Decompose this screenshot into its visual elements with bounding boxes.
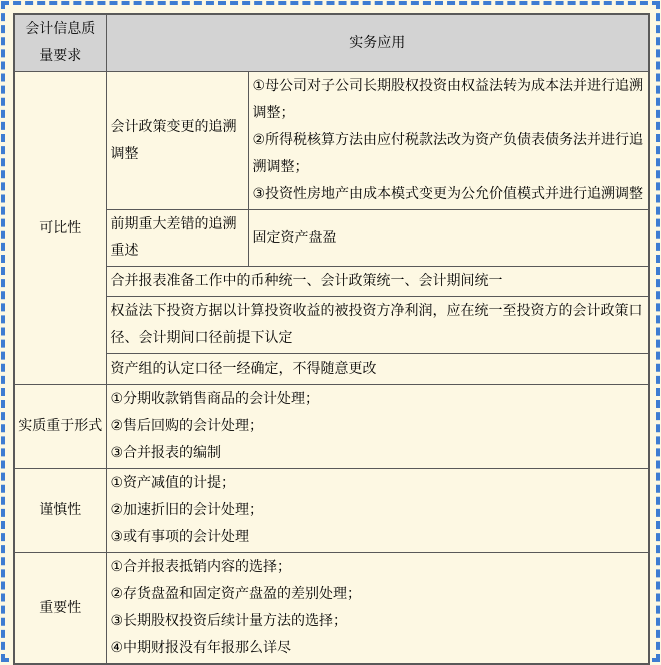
accounting-quality-table: [13, 13, 650, 665]
cell-materiality-items: [106, 553, 649, 665]
list-item: ③投资性房地产由成本模式变更为公允价值模式并进行追溯调整: [252, 186, 644, 202]
header-practical-application: 实务应用: [106, 14, 649, 72]
cell-consolidation-unification: 合并报表准备工作中的币种统一、会计政策统一、会计期间统一: [106, 267, 649, 297]
table-row: [14, 385, 649, 469]
header-quality-requirement: 会计信息质量要求: [14, 14, 106, 72]
cell-substance-over-form-items: [106, 385, 649, 469]
table-row: [14, 354, 649, 385]
table-row: [14, 210, 649, 267]
cell-prudence-items: [106, 469, 649, 553]
list-item: ①分期收款销售商品的会计处理；: [110, 391, 320, 407]
list-item: ④中期财报没有年报那么详尽: [110, 640, 292, 656]
row-label-materiality: 重要性: [14, 553, 106, 665]
table-row: [14, 297, 649, 354]
row-label-comparability: 可比性: [14, 72, 106, 385]
table-row: [14, 553, 649, 665]
table-row: [14, 72, 649, 210]
row-label-substance-over-form: 实质重于形式: [14, 385, 106, 469]
cell-equity-method-caliber: 权益法下投资方据以计算投资收益的被投资方净利润，应在统一至投资方的会计政策口径、会计期间口径前提下认定: [106, 297, 649, 354]
list-item: ③合并报表的编制: [110, 445, 222, 461]
cell-asset-group-caliber: 资产组的认定口径一经确定，不得随意更改: [106, 354, 649, 385]
list-item: ②售后回购的会计处理；: [110, 418, 264, 434]
cell-policy-change-title: 会计政策变更的追溯调整: [106, 72, 248, 210]
list-item: ①母公司对子公司长期股权投资由权益法转为成本法并进行追溯调整；: [252, 78, 644, 121]
list-item: ①资产减值的计提；: [110, 475, 236, 491]
list-item: ②加速折旧的会计处理；: [110, 502, 264, 518]
row-label-prudence: 谨慎性: [14, 469, 106, 553]
cell-prior-error-content: 固定资产盘盈: [248, 210, 649, 267]
list-item: ②存货盘盈和固定资产盘盈的差别处理；: [110, 586, 362, 602]
table-row: [14, 267, 649, 297]
list-item: ③长期股权投资后续计量方法的选择；: [110, 613, 348, 629]
cell-policy-change-items: [248, 72, 649, 210]
list-item: ②所得税核算方法由应付税款法改为资产负债表债务法并进行追溯调整；: [252, 132, 644, 175]
header-row: [14, 14, 649, 72]
list-item: ①合并报表抵销内容的选择；: [110, 559, 292, 575]
table-row: [14, 469, 649, 553]
list-item: ③或有事项的会计处理: [110, 529, 250, 545]
cell-prior-error-title: 前期重大差错的追溯重述: [106, 210, 248, 267]
